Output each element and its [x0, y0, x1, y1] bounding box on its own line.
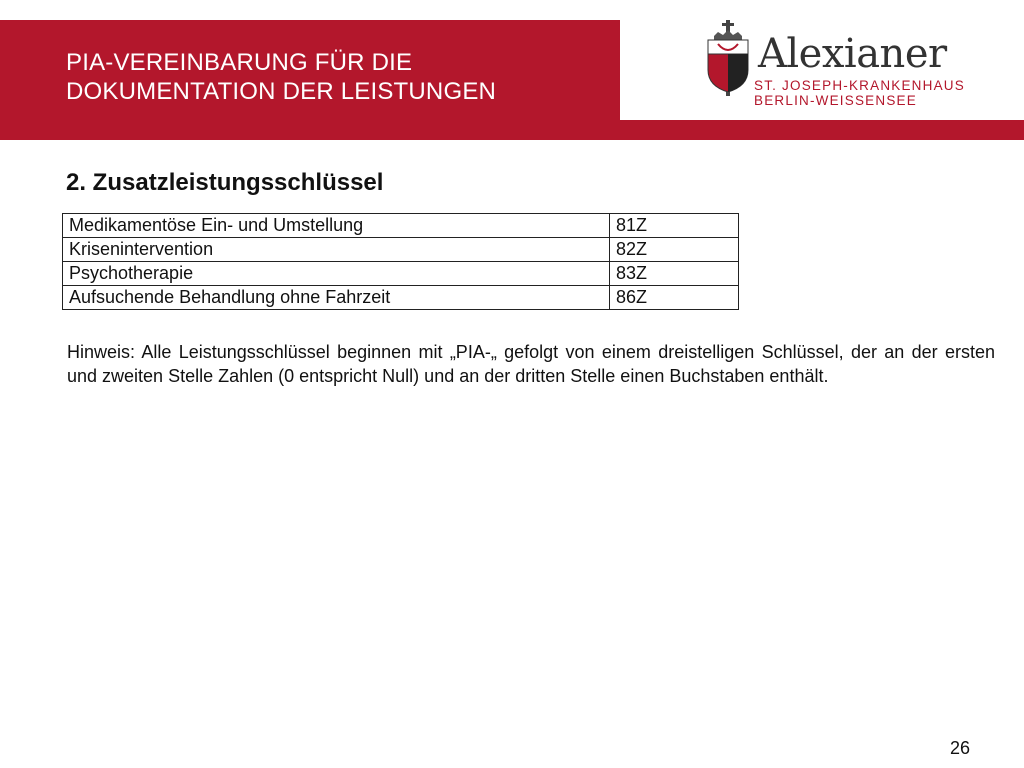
service-code: 86Z [610, 286, 739, 310]
service-label: Psychotherapie [63, 262, 610, 286]
logo-subtitle-line-1: ST. JOSEPH-KRANKENHAUS [754, 78, 965, 93]
table-row [63, 238, 739, 262]
logo-panel [620, 20, 1024, 120]
slide-title-line-1: PIA-VEREINBARUNG FÜR DIE [66, 49, 413, 76]
crest-icon [704, 20, 752, 96]
service-code: 81Z [610, 214, 739, 238]
section-heading: 2. Zusatzleistungsschlüssel [66, 169, 384, 196]
page-number: 26 [950, 738, 971, 758]
note-text: Hinweis: Alle Leistungsschlüssel beginnen mit „PIA-„ gefolgt von einem dreistelligen Schlüssel, der an der ersten und zweiten Stelle Zahlen (0 entspricht Null) und an der dritten Stelle einen Buchstaben enthält. [67, 342, 995, 386]
table-row [63, 214, 739, 238]
service-label: Aufsuchende Behandlung ohne Fahrzeit [63, 286, 610, 310]
logo-subtitle [754, 78, 965, 108]
slide-title [66, 48, 606, 106]
service-code: 83Z [610, 262, 739, 286]
service-key-table [62, 213, 739, 310]
service-code: 82Z [610, 238, 739, 262]
table-row [63, 262, 739, 286]
logo-subtitle-line-2: BERLIN-WEISSENSEE [754, 93, 917, 108]
table-row [63, 286, 739, 310]
logo-name: Alexianer [758, 31, 947, 77]
slide-title-line-2: DOKUMENTATION DER LEISTUNGEN [66, 78, 497, 105]
service-label: Krisenintervention [63, 238, 610, 262]
service-label: Medikamentöse Ein- und Umstellung [63, 214, 610, 238]
